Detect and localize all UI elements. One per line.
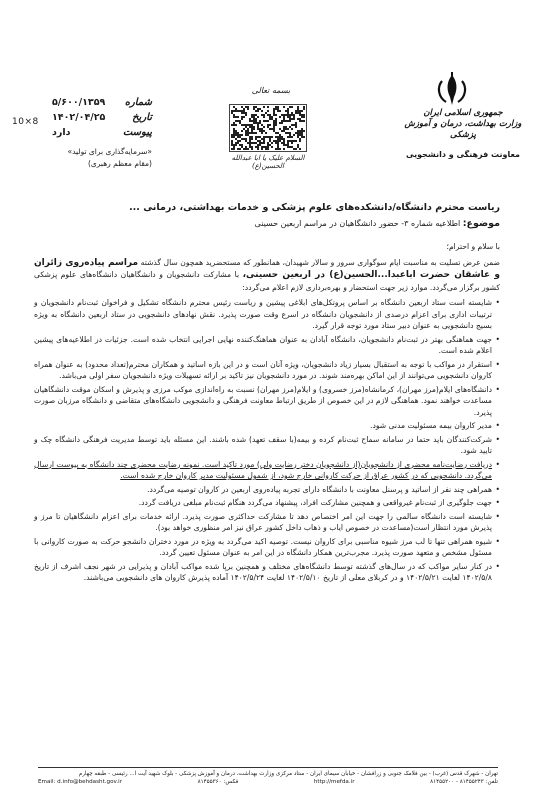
footer-fax: فکس: ۸۱۴۵۵۳۶۰ [197, 779, 239, 785]
bullet-item: • جهت جلوگیری از ثبت‌نام غیرواقعی و همچنین مشارکت افراد، پیشنهاد می‌گردد هنگام ثبت‌نام مبلغی دریافت گردد. [34, 497, 500, 509]
addressee: ریاست محترم دانشگاه/دانشکده‌های علوم پزشکی و خدمات بهداشتی، درمانی ... [129, 202, 500, 213]
date-value: ۱۴۰۲/۰۴/۲۵ [52, 112, 106, 123]
side-number: 10×8 [12, 117, 39, 127]
bullet-item: • همراهی چند نفر از اساتید و پرسنل معاونت با دانشگاه دارای تجربه پیاده‌روی اربعین در کاروان توصیه می‌گردد. [34, 484, 500, 496]
motto-line1: «سرمایه‌گذاری برای تولید» [67, 147, 152, 156]
bullet-item: • دانشگاه‌های ایلام(مرز مهران)، کرمانشاه(مرز خسروی) و ایلام(مرز مهران) نسبت به راه‌اندازی موکب مرزی و پذیرش و اسکان موقت دانشگاهیان مساعدت خواهند نمود. هماهنگی لازم در این خصوص از طریق ارتباط معاونت فرهنگی و دانشجویی دانشگاه‌های متقاضی و دانشگاه مرزبان صورت پذیرد. [34, 384, 500, 419]
footer-address: تهران - شهرک قدس (غرب) - بین فلامک جنوبی و زرافشان - خیابان سیمای ایران - ستاد مرکزی وزارت بهداشت، درمان و آموزش پزشکی - بلوک شهید آیت ا... رئیسی - طبقه چهارم [78, 771, 498, 777]
greeting: با سلام و احترام؛ [446, 242, 500, 251]
date-label: تاریخ [132, 112, 152, 123]
footer-contacts [38, 778, 498, 786]
slogan: السلام علیک یا ابا عبدالله الحسین(ع) [231, 154, 305, 170]
bullet-item: • جهت هماهنگی بهتر در ثبت‌نام دانشجویان، دانشگاه آبادان به عنوان هماهنگ‌کننده نهایی اجرایی انتخاب شده است. جزئیات در اطلاعیه‌های پیشین اعلام شده است. [34, 334, 500, 357]
ministry-name [400, 108, 526, 141]
attachment-value: دارد [52, 127, 71, 138]
iran-emblem-icon [432, 71, 472, 109]
intro-paragraph [34, 257, 500, 294]
letter-attachment-row [52, 125, 152, 140]
letter-meta [52, 95, 152, 140]
basmala: بسمه تعالی [251, 86, 291, 95]
letter-footer [38, 767, 498, 786]
bullet-item: • استقرار در مواکب با توجه به استقبال بسیار زیاد دانشجویان، ویژه آنان است و در این بازه اساتید و همکاران محترم(تعداد محدود) به عنوان همراه کاروان دانشجویی می‌توانند از این اماکن بهره‌مند شوند. در مورد دانشجویان نیز تاکید بر ارائه تسهیلات ویژه دانشجویان سفر اولی می‌باشد. [34, 359, 500, 382]
bullet-item: • دریافت رضایت‌نامه محضری از دانشجویان(از دانشجویان دختر رضایت ولی) مورد تاکید است. نمونه رضایت محضری چند دانشگاه به پیوست ارسال می‌گردد. دانشجویی که در کشور عراق از حرکت کاروانی خارج شود، از شمول مسئولیت مدیر کاروان خارج شده است. [34, 459, 500, 482]
motto-line2: (مقام معظم رهبری) [88, 159, 152, 168]
motto [52, 146, 152, 170]
bullet-item: • شرکت‌کنندگان باید حتما در سامانه سماح ثبت‌نام کرده و بیمه(با سقف تعهد) شده باشند. این مسئله باید توسط مدیریت فرهنگی دانشگاه چک و تایید شود. [34, 434, 500, 457]
qr-code-pattern [230, 105, 306, 151]
footer-website: http://mefda.ir [313, 779, 355, 785]
qr-code-image [229, 104, 307, 152]
deputy-name: معاونت فرهنگی و دانشجویی [406, 150, 520, 159]
ministry-line1: جمهوری اسلامی ایران [423, 108, 503, 118]
subject-label: موضوع: [462, 217, 500, 229]
bullet-item: • شیوه همراهی تنها تا لب مرز شیوه مناسبی برای کاروان نیست. توصیه اکید می‌گردد به ویژه در مورد دختران دانشجو حرکت به صورت کاروانی با مسئول مشخص و متعهد صورت پذیرد. مجرب‌ترین همکار دانشگاه در این امر به عنوان مسئول تعیین گردد. [34, 536, 500, 559]
attachment-label: پیوست [122, 127, 152, 138]
bullet-item: • در کنار سایر مواکب که در سال‌های گذشته توسط دانشگاه‌های مختلف و همچنین برپا شده مواکب آبادان و پذیرایی در شهر نجف اشرف از تاریخ ۱۴۰۲/۵/۸ لغایت ۱۴۰۲/۵/۲۱ و در کربلای معلی از تاریخ ۱۴۰۲/۵/۱۰ لغایت ۱۴۰۲/۵/۲۴ آماده پذیرش کاروان های دانشجویی می‌باشند. [34, 561, 500, 584]
letter-body [34, 198, 500, 586]
footer-email: Email: d.info@behdasht.gov.ir [38, 779, 123, 785]
subject-line [34, 218, 500, 230]
number-value: ۵/۶۰۰/۱۳۵۹ [52, 97, 106, 108]
footer-phone: تلفن: ۸۱۴۵۵۲۴۳ - ۸۱۴۵۵۲۰۰ [430, 779, 498, 785]
letter-date-row [52, 110, 152, 125]
intro-part1: ضمن عرض تسلیت به مناسبت ایام سوگواری سرور و سالار شهیدان، همانطور که مستحضرید همچون سال گذشته [140, 257, 500, 267]
intro-part2: با مشارکت دانشجویان و دانشگاهیان دانشگاه‌های علوم پزشکی کشور برگزار می‌گردد. موارد زیر جهت استحضار و بهره‌برداری لازم اعلام می‌گردد: [34, 270, 500, 292]
subject-text: اطلاعیه شماره ۳- حضور دانشگاهیان در مراسم اربعین حسینی [254, 218, 461, 228]
number-label: شماره [124, 97, 152, 108]
bullet-item: • شایسته است ستاد اربعین دانشگاه بر اساس پروتکل‌های ابلاغی پیشین و ریاست رئیس محترم دانشگاه تشکیل و فراخوان ثبت‌نام دانشجویان و ترتیبات اداری برای اعزام درصدی از دانشجویان دانشگاه در اسرع وقت صورت پذیرد. نقش نهادهای دانشجویی در ستاد اربعین دانشگاه به ویژه بسیج دانشجویی به عنوان دبیر ستاد مورد توجه قرار گیرد. [34, 297, 500, 332]
ministry-line2: وزارت بهداشت، درمان و آموزش پزشکی [404, 119, 522, 140]
letter-number-row [52, 95, 152, 110]
bullet-item: • شایسته است دانشگاه سالمی را جهت این امر اختصاص دهد تا مشارکت حداکثری صورت پذیرد. ارائه خدمات برای اعزام دانشگاهیان تا مرز و پذیرش مورد انتظار است(مساعدت در خصوص ایاب و ذهاب داخل کشور عراق نیز امر منظوری خواهد بود). [34, 511, 500, 534]
intro-bold: مراسم پیاده‌روی زائران و عاشقان حضرت اباعبدا...الحسین(ع) در اربعین حسینی، [34, 257, 500, 280]
bullet-item: • مدیر کاروان بیمه مسئولیت مدنی شود. [34, 420, 500, 432]
